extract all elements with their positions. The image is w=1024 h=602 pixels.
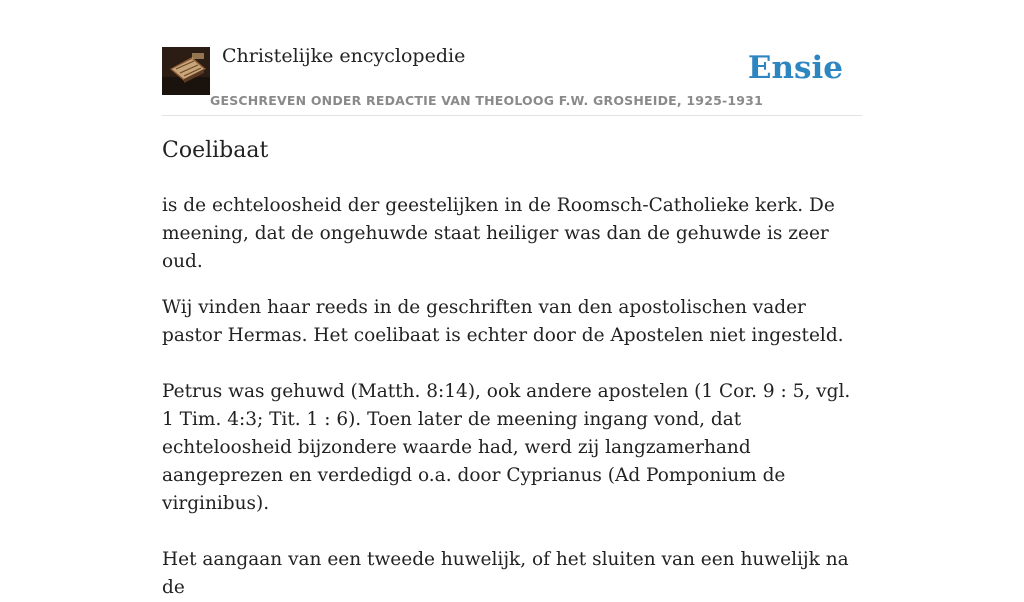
site-subtitle: GESCHREVEN ONDER REDACTIE VAN THEOLOOG F.W. GROSHEIDE, 1925-1931 [210,93,763,108]
site-logo-avatar[interactable] [162,47,210,95]
article-body [162,192,862,602]
book-photo-icon [162,47,210,95]
site-title[interactable]: Christelijke encyclopedie [222,45,466,67]
site-header [162,0,862,116]
article-paragraph: Wij vinden haar reeds in de geschriften van den apostolischen vader pastor Hermas. Het coelibaat is echter door de Apostelen niet ingesteld. Petrus was gehuwd (Matth. 8:14), ook andere apostelen (1 Cor. 9 : 5, vgl. 1 Tim. 4:3; Tit. 1 : 6). Toen later de meening ingang vond, dat echteloosheid bijzondere waarde had, werd zij langzamerhand aangeprezen en verdedigd o.a. door Cyprianus (Ad Pomponium de virginibus). Het aangaan van een tweede huwelijk, of het sluiten van een huwelijk na de [162,297,851,598]
article-title: Coelibaat [162,138,269,163]
page [162,0,862,598]
brand-logo-link[interactable]: Ensie [747,50,843,86]
article-paragraph: is de echteloosheid der geestelijken in de Roomsch-Catholieke kerk. De meening, dat de ongehuwde staat heiliger was dan de gehuwde is zeer oud. [162,195,835,272]
